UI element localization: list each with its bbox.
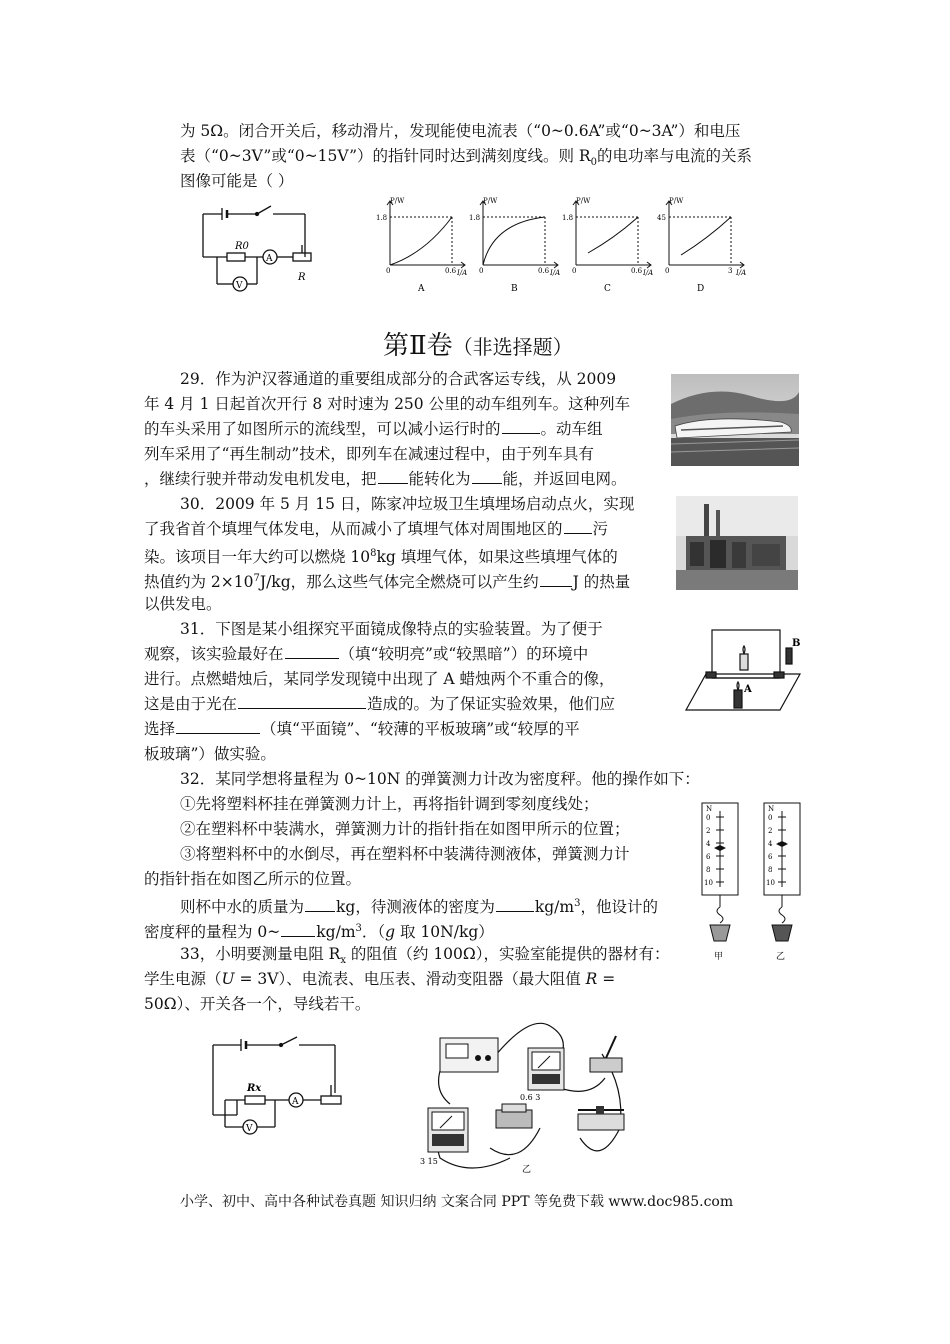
svg-text:1.8: 1.8 bbox=[469, 214, 481, 222]
svg-text:0.6: 0.6 bbox=[631, 267, 643, 275]
q30-blank-2[interactable] bbox=[540, 571, 572, 587]
q30-line-4: 热值约为 $2\times 10^7J/kg$，那么这些气体完全燃烧可以产生约 J 的热量 bbox=[144, 573, 631, 592]
svg-text:2: 2 bbox=[768, 827, 773, 835]
svg-text:3: 3 bbox=[728, 267, 733, 275]
candle-a-label: A bbox=[744, 684, 752, 695]
svg-text:N: N bbox=[768, 805, 775, 813]
q30-line-2: 了我省首个填埋气体发电，从而减小了填埋气体对周围地区的 污 bbox=[144, 520, 609, 538]
q29-line-5: ，继续行驶并带动发电机发电，把 能转化为 能，并返回电网。 bbox=[144, 470, 627, 488]
q32-line-3: ②在塑料杯中装满水，弹簧测力计的指针指在如图甲所示的位置； bbox=[180, 820, 630, 838]
q33-line-1: 33，小明要测量电阻 $R_x$ 的阻值（约 100Ω），实验室能提供的器材有： bbox=[180, 945, 670, 967]
svg-text:8: 8 bbox=[768, 866, 773, 874]
spring-scale-yi bbox=[764, 803, 800, 962]
svg-text:6: 6 bbox=[706, 853, 711, 861]
graph-b-letter: B bbox=[511, 284, 518, 294]
svg-text:I/A: I/A bbox=[643, 269, 654, 277]
svg-text:N: N bbox=[706, 805, 713, 813]
graph-c bbox=[562, 197, 653, 294]
graph-a-letter: A bbox=[418, 284, 425, 294]
q31-line-3: 进行。点燃蜡烛后，某同学发现镜中出现了 A 蜡烛两个不重合的像， bbox=[144, 670, 615, 688]
q29-blank-1[interactable] bbox=[502, 418, 540, 434]
svg-text:P/W: P/W bbox=[669, 197, 684, 205]
section-title: 第Ⅱ卷（非选择题） bbox=[383, 331, 573, 361]
q28-line-3: 图像可能是（ ） bbox=[180, 172, 294, 190]
q32-line-7: 密度秤的量程为 0~ $kg/m^3$．（g 取 10N/kg） bbox=[144, 923, 494, 942]
q31-line-5: 选择 （填“平面镜”、“较薄的平板玻璃”或“较厚的平 bbox=[144, 720, 580, 738]
q32-line-2: ①先将塑料杯挂在弹簧测力计上，再将指针调到零刻度线处； bbox=[180, 795, 599, 813]
svg-text:10: 10 bbox=[766, 879, 775, 887]
q32-blank-2[interactable] bbox=[496, 896, 534, 912]
svg-text:10: 10 bbox=[704, 879, 713, 887]
q30-line-1: 30．2009 年 5 月 15 日，陈家冲垃圾卫生填埋场启动点火，实现 bbox=[180, 495, 635, 513]
q33-line-2: 学生电源（U = 3V）、电流表、电压表、滑动变阻器（最大阻值 R = bbox=[144, 970, 616, 988]
q32-line-6: 则杯中水的质量为 kg，待测液体的密度为 $kg/m^3$，他设计的 bbox=[180, 898, 658, 917]
svg-text:0.6: 0.6 bbox=[538, 267, 550, 275]
graph-d-letter: D bbox=[697, 284, 705, 294]
scale-jia-label: 甲 bbox=[714, 952, 724, 962]
q29-line-1: 29．作为沪汉蓉通道的重要组成部分的合武客运专线，从 2009 bbox=[180, 370, 617, 388]
q29-line-2: 年 4 月 1 日起首次开行 8 对时速为 250 公里的动车组列车。这种列车 bbox=[144, 395, 631, 413]
svg-text:0: 0 bbox=[572, 267, 577, 275]
graph-b bbox=[469, 197, 560, 294]
svg-text:0: 0 bbox=[768, 814, 773, 822]
q28-line-1: 为 5Ω。闭合开关后，移动滑片，发现能使电流表（“0~0.6A”或“0~3A”）和电压 bbox=[180, 122, 741, 140]
q32-blank-1[interactable] bbox=[305, 896, 335, 912]
q28-r-label: R bbox=[298, 272, 306, 283]
apparatus-figure-label: 乙 bbox=[522, 1165, 532, 1175]
q31-blank-1[interactable] bbox=[285, 643, 339, 659]
q29-blank-3[interactable] bbox=[472, 468, 502, 484]
ammeter-icon bbox=[528, 1048, 564, 1090]
q33-circuit-diagram bbox=[205, 1035, 355, 1145]
power-supply-icon bbox=[440, 1038, 498, 1072]
svg-text:0: 0 bbox=[479, 267, 484, 275]
q28-circuit-diagram bbox=[195, 200, 325, 300]
svg-text:I/A: I/A bbox=[550, 269, 561, 277]
q31-line-6: 板玻璃”）做实验。 bbox=[144, 745, 276, 763]
q29-line-4: 列车采用了“再生制动”技术，即列车在减速过程中，由于列车具有 bbox=[144, 445, 594, 463]
scale-yi-label: 乙 bbox=[776, 952, 786, 962]
switch-icon bbox=[590, 1036, 622, 1072]
resistor-icon bbox=[496, 1104, 532, 1128]
svg-text:8: 8 bbox=[706, 866, 711, 874]
rheostat-icon bbox=[578, 1106, 624, 1130]
svg-text:I/A: I/A bbox=[736, 269, 747, 277]
landfill-plant-photo bbox=[676, 496, 798, 590]
q31-line-4: 这是由于光在 造成的。为了保证实验效果，他们应 bbox=[144, 695, 616, 713]
svg-text:6: 6 bbox=[768, 853, 773, 861]
spring-scale-jia bbox=[702, 803, 738, 962]
q33-rx-label: Rx bbox=[247, 1083, 262, 1094]
svg-text:0: 0 bbox=[665, 267, 670, 275]
svg-text:1.8: 1.8 bbox=[376, 214, 388, 222]
q30-blank-1[interactable] bbox=[564, 518, 592, 534]
graph-a bbox=[376, 197, 467, 294]
svg-text:4: 4 bbox=[768, 840, 773, 848]
q30-line-3: 染。该项目一年大约可以燃烧 $10^8kg$ 填埋气体，如果这些填埋气体的 bbox=[144, 548, 618, 567]
q29-line-3: 的车头采用了如图所示的流线型，可以减小运行时的 。动车组 bbox=[144, 420, 603, 438]
q30-line-5: 以供发电。 bbox=[144, 595, 222, 613]
svg-text:4: 4 bbox=[706, 840, 711, 848]
graph-d bbox=[657, 197, 746, 294]
svg-text:0: 0 bbox=[386, 267, 391, 275]
q31-blank-3[interactable] bbox=[176, 718, 260, 734]
q29-blank-2[interactable] bbox=[378, 468, 408, 484]
q28-ammeter-label: A bbox=[266, 254, 273, 264]
graph-c-letter: C bbox=[604, 284, 611, 294]
svg-text:P/W: P/W bbox=[576, 197, 591, 205]
svg-text:P/W: P/W bbox=[483, 197, 498, 205]
ammeter-terminal-label: 0.6 3 bbox=[520, 1093, 541, 1102]
footer-text: 小学、初中、高中各种试卷真题 知识归纳 文案合同 PPT 等免费下载 www.doc985.com bbox=[180, 1194, 734, 1210]
svg-text:2: 2 bbox=[706, 827, 711, 835]
svg-text:1.8: 1.8 bbox=[562, 214, 574, 222]
q31-blank-2[interactable] bbox=[238, 693, 366, 709]
plane-mirror-setup-diagram bbox=[682, 622, 804, 720]
q32-line-5: 的指针指在如图乙所示的位置。 bbox=[144, 870, 362, 888]
svg-text:P/W: P/W bbox=[390, 197, 405, 205]
q33-line-3: 50Ω）、开关各一个，导线若干。 bbox=[144, 995, 371, 1013]
q33-voltmeter-label: V bbox=[246, 1124, 253, 1134]
spring-scales-diagram bbox=[694, 797, 810, 971]
svg-text:0: 0 bbox=[706, 814, 711, 822]
q28-voltmeter-label: V bbox=[236, 281, 243, 291]
q28-graphs bbox=[370, 193, 745, 298]
q32-line-1: 32．某同学想将量程为 0~10N 的弹簧测力计改为密度秤。他的操作如下： bbox=[180, 770, 700, 788]
svg-text:45: 45 bbox=[657, 214, 666, 222]
q28-line-2: 表（“0~3V”或“0~15V”）的指针同时达到满刻度线。则 $R_0$的电功率与电流的关系 bbox=[180, 147, 752, 169]
train-photo bbox=[671, 374, 799, 466]
q33-ammeter-label: A bbox=[292, 1097, 299, 1107]
q31-line-1: 31．下图是某小组探究平面镜成像特点的实验装置。为了便于 bbox=[180, 620, 603, 638]
q28-r0-label: R0 bbox=[235, 241, 249, 252]
voltmeter-icon bbox=[428, 1108, 468, 1152]
q32-line-4: ③将塑料杯中的水倒尽，再在塑料杯中装满待测液体，弹簧测力计 bbox=[180, 845, 630, 863]
svg-text:I/A: I/A bbox=[457, 269, 468, 277]
q33-apparatus-diagram bbox=[410, 1018, 640, 1178]
svg-text:0.6: 0.6 bbox=[445, 267, 457, 275]
candle-b-label: B bbox=[792, 638, 801, 649]
voltmeter-terminal-label: 3 15 bbox=[420, 1157, 438, 1166]
q32-blank-3[interactable] bbox=[281, 921, 315, 937]
q31-line-2: 观察，该实验最好在 （填“较明亮”或“较黑暗”）的环境中 bbox=[144, 645, 589, 663]
